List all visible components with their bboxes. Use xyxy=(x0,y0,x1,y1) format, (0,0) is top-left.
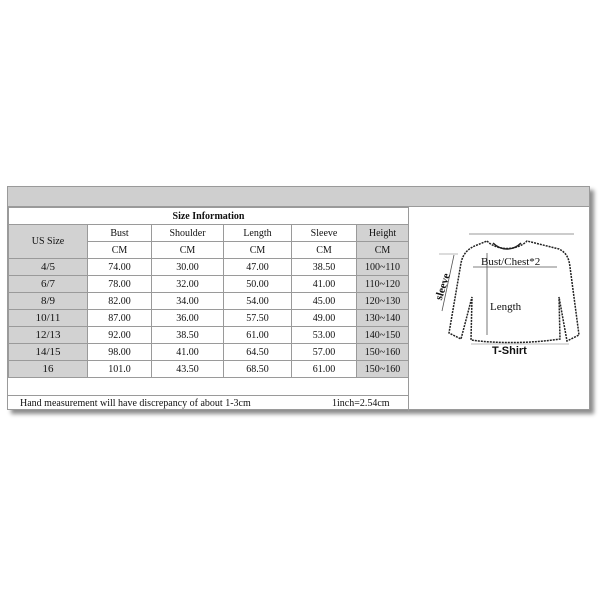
column-header-shoulder: Shoulder xyxy=(152,225,224,242)
length-cell: 50.00 xyxy=(224,276,292,293)
size-cell: 16 xyxy=(9,361,88,378)
length-cell: 47.00 xyxy=(224,259,292,276)
bust-cell: 98.00 xyxy=(88,344,152,361)
header-bar xyxy=(8,187,589,207)
length-cell: 54.00 xyxy=(224,293,292,310)
sleeve-cell: 53.00 xyxy=(292,327,357,344)
height-cell: 100~110 xyxy=(357,259,409,276)
height-cell: 140~150 xyxy=(357,327,409,344)
table-row xyxy=(9,293,409,310)
table-row xyxy=(9,310,409,327)
height-cell: 150~160 xyxy=(357,344,409,361)
height-cell: 130~140 xyxy=(357,310,409,327)
sleeve-cell: 61.00 xyxy=(292,361,357,378)
size-cell: 8/9 xyxy=(9,293,88,310)
unit-cell: CM xyxy=(357,242,409,259)
unit-cell: CM xyxy=(292,242,357,259)
shoulder-cell: 41.00 xyxy=(152,344,224,361)
sleeve-cell: 45.00 xyxy=(292,293,357,310)
measurement-note xyxy=(8,395,408,411)
shoulder-cell: 38.50 xyxy=(152,327,224,344)
size-cell: 6/7 xyxy=(9,276,88,293)
bust-cell: 82.00 xyxy=(88,293,152,310)
table-row xyxy=(9,327,409,344)
size-table xyxy=(8,207,409,378)
height-cell: 150~160 xyxy=(357,361,409,378)
unit-cell: CM xyxy=(224,242,292,259)
bust-cell: 74.00 xyxy=(88,259,152,276)
height-cell: 120~130 xyxy=(357,293,409,310)
bust-cell: 87.00 xyxy=(88,310,152,327)
size-chart xyxy=(7,186,590,410)
discrepancy-note: Hand measurement will have discrepancy of about 1-3cm xyxy=(20,398,251,409)
bust-cell: 92.00 xyxy=(88,327,152,344)
table-row xyxy=(9,361,409,378)
column-header-sleeve: Sleeve xyxy=(292,225,357,242)
column-header-bust: Bust xyxy=(88,225,152,242)
shoulder-cell: 34.00 xyxy=(152,293,224,310)
size-cell: 12/13 xyxy=(9,327,88,344)
sleeve-cell: 41.00 xyxy=(292,276,357,293)
table-row xyxy=(9,259,409,276)
length-cell: 68.50 xyxy=(224,361,292,378)
shoulder-cell: 30.00 xyxy=(152,259,224,276)
length-cell: 61.00 xyxy=(224,327,292,344)
table-row xyxy=(9,344,409,361)
sleeve-cell: 57.00 xyxy=(292,344,357,361)
shoulder-cell: 32.00 xyxy=(152,276,224,293)
shoulder-cell: 43.50 xyxy=(152,361,224,378)
bust-label: Bust/Chest*2 xyxy=(481,256,541,268)
table-title: Size Information xyxy=(9,208,409,225)
shoulder-cell: 36.00 xyxy=(152,310,224,327)
height-cell: 110~120 xyxy=(357,276,409,293)
size-cell: 14/15 xyxy=(9,344,88,361)
sleeve-cell: 38.50 xyxy=(292,259,357,276)
bust-cell: 101.0 xyxy=(88,361,152,378)
column-header-length: Length xyxy=(224,225,292,242)
column-header-height: Height xyxy=(357,225,409,242)
sleeve-cell: 49.00 xyxy=(292,310,357,327)
length-cell: 57.50 xyxy=(224,310,292,327)
unit-conversion: 1inch=2.54cm xyxy=(332,398,390,409)
length-label: Length xyxy=(490,301,522,313)
size-cell: 4/5 xyxy=(9,259,88,276)
sleeve-label: sleeve xyxy=(433,271,453,302)
tshirt-diagram xyxy=(409,207,589,395)
us-size-header: US Size xyxy=(9,225,88,259)
bust-cell: 78.00 xyxy=(88,276,152,293)
table-row xyxy=(9,276,409,293)
length-cell: 64.50 xyxy=(224,344,292,361)
unit-cell: CM xyxy=(152,242,224,259)
tshirt-label: T-Shirt xyxy=(492,345,527,357)
unit-cell: CM xyxy=(88,242,152,259)
size-cell: 10/11 xyxy=(9,310,88,327)
